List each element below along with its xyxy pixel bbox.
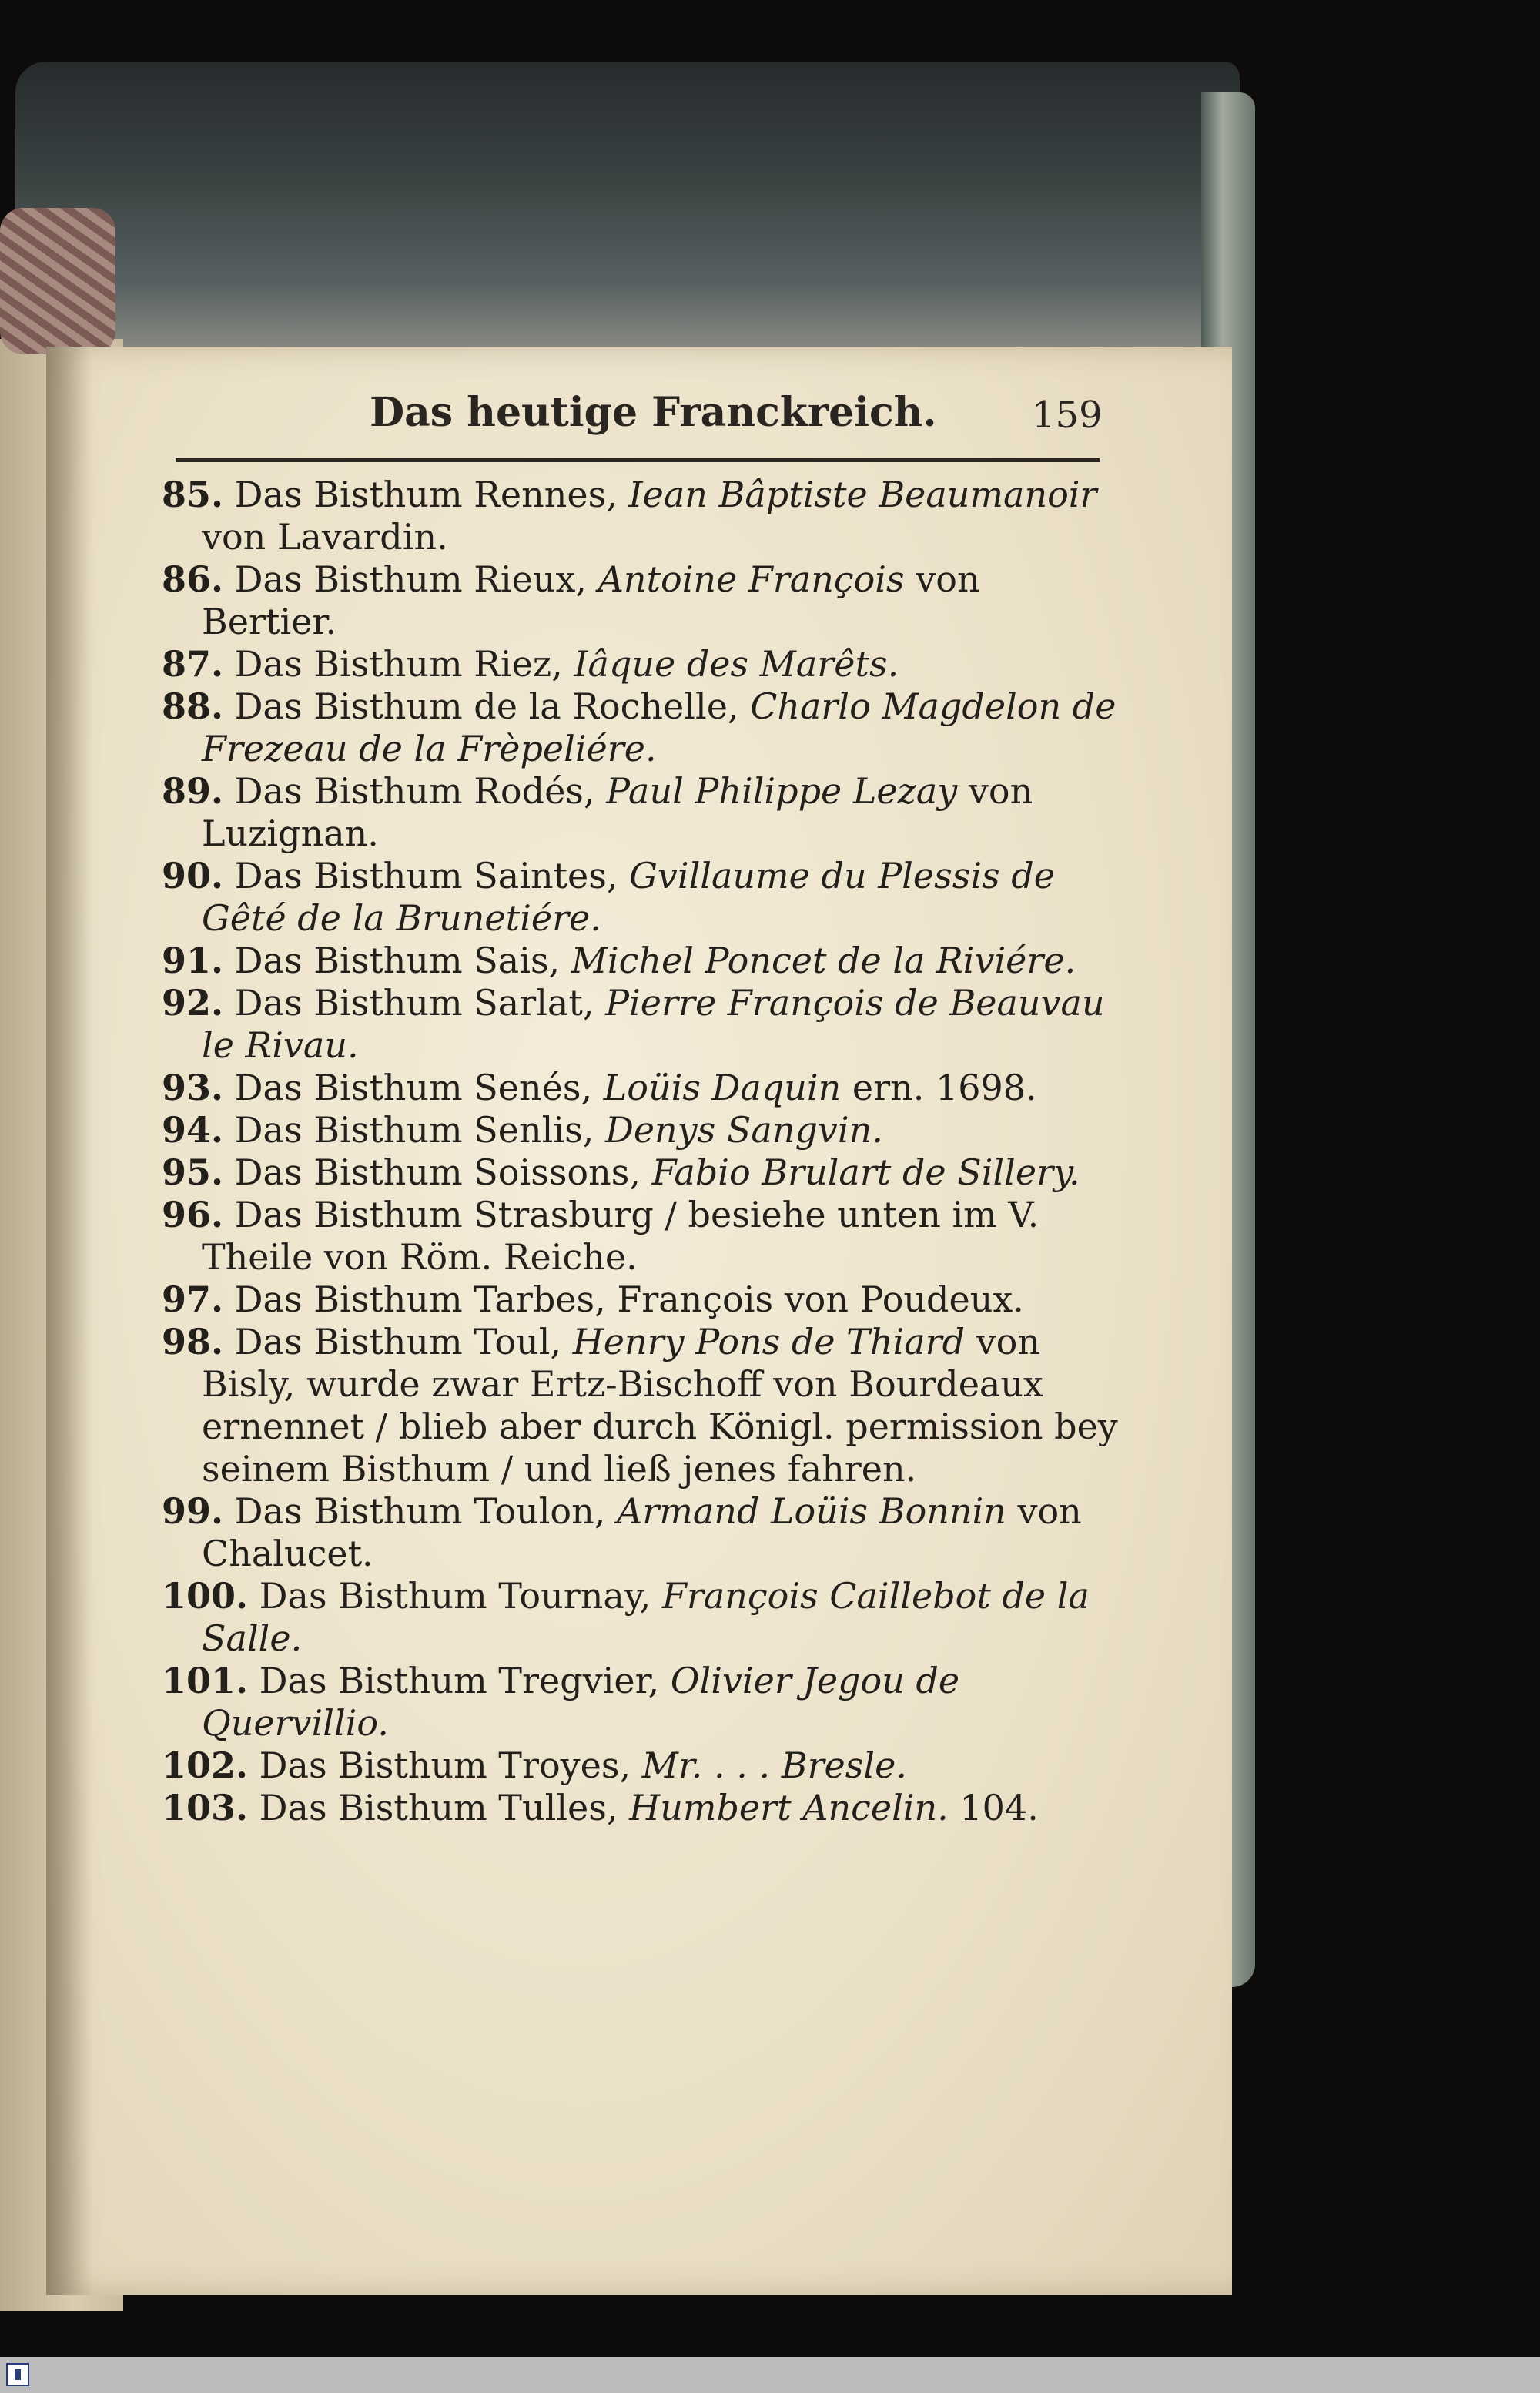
bishopric-list: [162, 474, 1124, 1829]
running-head: [0, 389, 1109, 451]
bookmark-ribbon: [0, 208, 116, 354]
list-item: 100. Das Bisthum Tournay, François Caillebot de la Salle.: [162, 1575, 1090, 1659]
list-item: 92. Das Bisthum Sarlat, Pierre François de Beauvau le Rivau.: [162, 982, 1105, 1066]
list-item: 98. Das Bisthum Toul, Henry Pons de Thiard von Bisly, wurde zwar Ertz-Bischoff von Bourdeaux ernennet / blieb aber durch Königl. permission bey seinem Bisthum / und ließ jenes fahren.: [162, 1321, 1118, 1490]
list-item: 97. Das Bisthum Tarbes, François von Poudeux.: [162, 1279, 1024, 1320]
page-number: 159: [1032, 394, 1103, 437]
list-item: 85. Das Bisthum Rennes, Iean Bâptiste Beaumanoir von Lavardin.: [162, 474, 1097, 558]
library-logo-icon: [6, 2363, 29, 2386]
list-item: 95. Das Bisthum Soissons, Fabio Brulart de Sillery.: [162, 1151, 1080, 1193]
list-item: 86. Das Bisthum Rieux, Antoine François von Bertier.: [162, 558, 980, 642]
viewer-footer-bar: [0, 2357, 1540, 2393]
spine-shadow: [46, 347, 92, 2295]
list-item: 89. Das Bisthum Rodés, Paul Philippe Lezay von Luzignan.: [162, 770, 1033, 854]
page-title: Das heutige Franckreich.: [370, 389, 937, 436]
list-item: 96. Das Bisthum Strasburg / besiehe unten im V. Theile von Röm. Reiche.: [162, 1194, 1040, 1278]
list-item: 88. Das Bisthum de la Rochelle, Charlo Magdelon de Frezeau de la Frèpeliére.: [162, 685, 1116, 769]
list-item: 99. Das Bisthum Toulon, Armand Loüis Bonnin von Chalucet.: [162, 1490, 1082, 1574]
book-page-edges: [15, 62, 1240, 354]
list-item: 87. Das Bisthum Riez, Iâque des Marêts.: [162, 643, 899, 685]
list-item: 90. Das Bisthum Saintes, Gvillaume du Plessis de Gêté de la Brunetiére.: [162, 855, 1055, 939]
list-item: 93. Das Bisthum Senés, Loüis Daquin ern. 1698.: [162, 1067, 1037, 1108]
header-rule: [176, 458, 1100, 462]
list-item: 101. Das Bisthum Tregvier, Olivier Jegou de Quervillio.: [162, 1660, 960, 1744]
list-item: 102. Das Bisthum Troyes, Mr. . . . Bresle.: [162, 1744, 907, 1786]
list-item: 94. Das Bisthum Senlis, Denys Sangvin.: [162, 1109, 883, 1151]
list-item: 103. Das Bisthum Tulles, Humbert Ancelin. 104.: [162, 1787, 1039, 1828]
list-item: 91. Das Bisthum Sais, Michel Poncet de la Riviére.: [162, 940, 1076, 981]
